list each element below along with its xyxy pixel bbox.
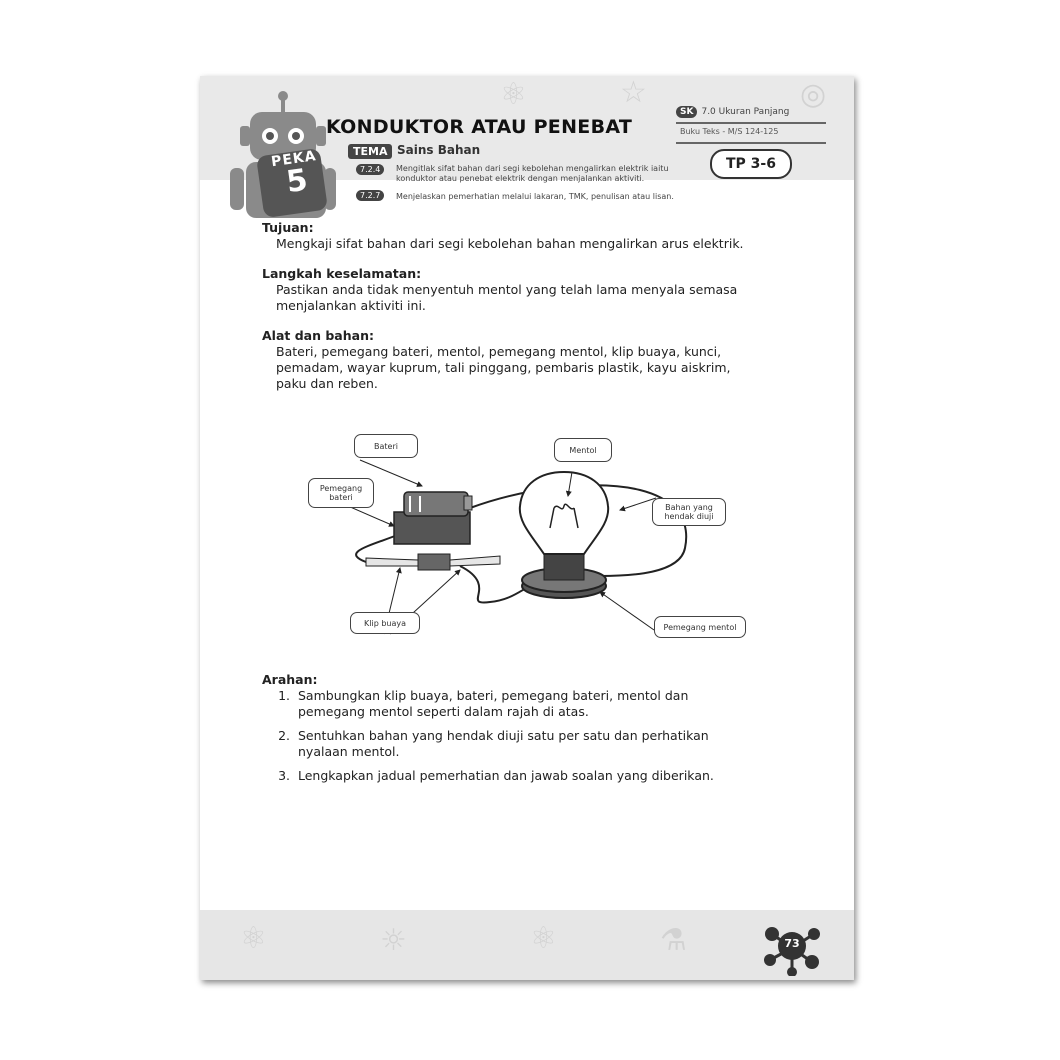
alat-heading: Alat dan bahan: [262,328,374,343]
standard-code-1: 7.2.4 [356,164,384,175]
atom-doodle-icon: ⚛ [500,77,527,112]
battery-holder-shape [394,512,470,544]
bulb-shape [520,472,608,554]
arahan-section [262,672,732,792]
callout-bahan [652,498,726,526]
divider [676,122,826,124]
tujuan-text: Mengkaji sifat bahan dari segi kebolehan bahan mengalirkan arus elektrik. [276,236,744,251]
buku-teks-reference: Buku Teks - M/S 124-125 [680,127,779,136]
sk-label: SK [676,106,697,118]
arahan-heading: Arahan: [262,672,318,687]
arahan-list [262,688,732,784]
peka-badge [259,146,333,201]
callout-klip-buaya: Klip buaya [350,612,420,634]
page-title: KONDUKTOR ATAU PENEBAT [326,116,633,138]
crocodile-clip-left-shape [366,558,418,566]
bulb-doodle-icon: ☼ [380,923,407,958]
standard-code-2: 7.2.7 [356,190,384,201]
callout-bahan-line: hendak diuji [664,512,714,521]
page-number: 73 [784,937,800,950]
flask-doodle-icon: ⚗ [660,923,687,958]
battery-terminal-shape [464,496,472,510]
alat-line: paku dan reben. [276,376,378,391]
callout-pemegang-bateri-line: Pemegang [319,484,363,493]
tp-badge: TP 3-6 [710,149,792,179]
alat-line: Bateri, pemegang bateri, mentol, pemegang mentol, klip buaya, kunci, [276,344,722,359]
keselamatan-line: menjalankan aktiviti ini. [276,298,426,313]
footer-band [200,910,854,980]
bulb-base-shape [544,554,584,580]
callout-bateri: Bateri [354,434,418,458]
alat-section [262,328,731,392]
tema-label: TEMA [348,144,392,159]
arahan-step: 2. Sentuhkan bahan yang hendak diuji satu per satu dan perhatikan nyalaan mentol. [294,728,732,760]
callout-bahan-line: Bahan yang [665,503,713,512]
alat-line: pemadam, wayar kuprum, tali pinggang, pembaris plastik, kayu aiskrim, [276,360,731,375]
peka-label: PEKA [270,148,318,171]
standard-text-2: Menjelaskan pemerhatian melalui lakaran, TMK, penulisan atau lisan. [396,192,674,201]
crocodile-clip-right-shape [450,556,500,566]
callout-pemegang-bateri [308,478,374,508]
callout-pemegang-mentol: Pemegang mentol [654,616,746,638]
sk-text: 7.0 Ukuran Panjang [701,107,790,117]
circuit-diagram [300,426,760,656]
callout-pemegang-bateri-line: bateri [329,493,353,502]
tujuan-heading: Tujuan: [262,220,314,235]
arahan-step: 3. Lengkapkan jadual pemerhatian dan jawab soalan yang diberikan. [294,768,732,784]
atom-doodle-icon: ⚛ [530,921,557,956]
divider [676,142,826,144]
keselamatan-heading: Langkah keselamatan: [262,266,422,281]
keselamatan-line: Pastikan anda tidak menyentuh mentol yang telah lama menyala semasa [276,282,738,297]
test-material-shape [418,554,450,570]
globe-doodle-icon: ◎ [800,77,827,112]
battery-shape [404,492,468,516]
workbook-page [200,76,854,980]
callout-mentol: Mentol [554,438,612,462]
peka-number: 5 [284,162,310,201]
keselamatan-section [262,266,737,314]
atom-doodle-icon: ⚛ [240,921,267,956]
sk-reference [676,106,789,118]
tujuan-section [262,220,744,252]
star-doodle-icon: ☆ [620,76,647,110]
tema-value: Sains Bahan [397,143,481,157]
arahan-step: 1. Sambungkan klip buaya, bateri, pemegang bateri, mentol dan pemegang mentol seperti dalam rajah di atas. [294,688,732,720]
wire [460,566,530,603]
standard-text-1: Mengitlak sifat bahan dari segi kebolehan mengalirkan elektrik iaitu konduktor atau penebat elektrik dengan menjalankan aktiviti. [396,164,669,183]
